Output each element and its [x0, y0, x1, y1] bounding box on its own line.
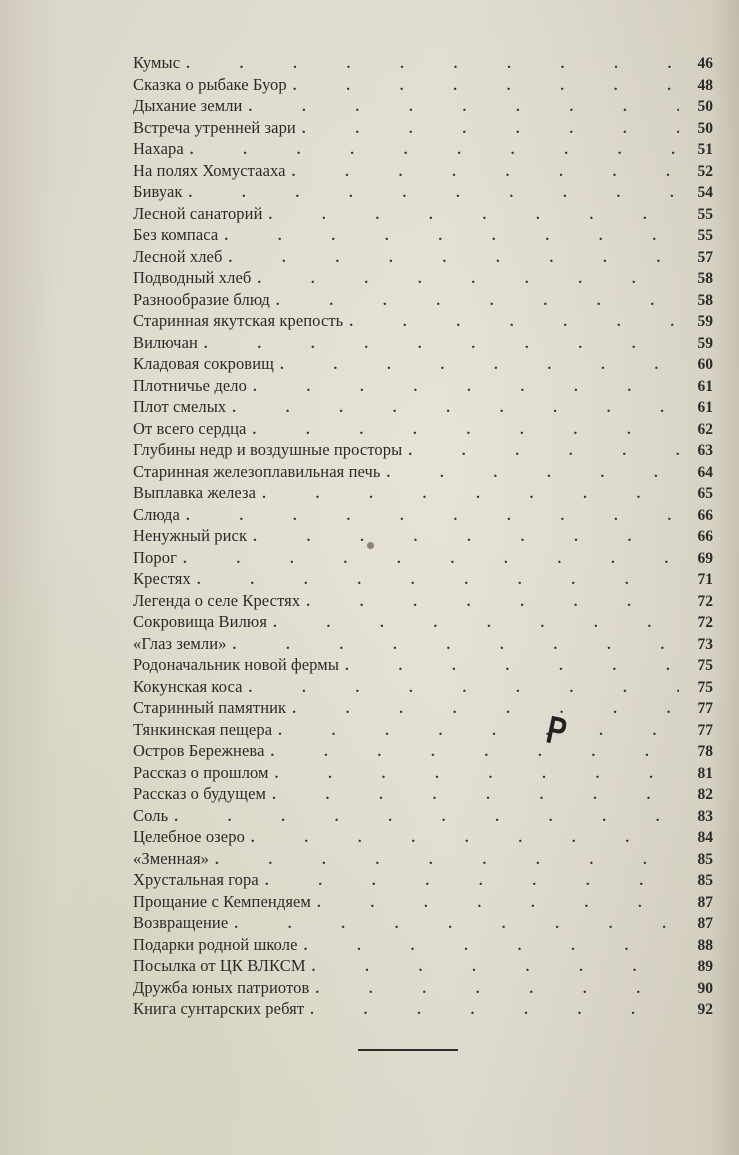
closing-rule: [358, 1049, 458, 1051]
toc-entry-title: Соль: [133, 805, 169, 825]
toc-entry: [133, 439, 713, 461]
dot-leader: [312, 957, 679, 979]
toc-entry-page-number: 50: [697, 119, 713, 137]
toc-entry-page-number: 72: [697, 614, 713, 631]
toc-entry-title: Кокунская коса: [133, 676, 243, 696]
toc-entry: [133, 697, 713, 719]
toc-entry-title: Встреча утренней зари: [133, 117, 296, 137]
dot-leader: [292, 699, 679, 721]
toc-entry-title: Подарки родной школе: [133, 934, 298, 954]
toc-entry: [133, 117, 713, 139]
dot-leader: [224, 226, 679, 248]
dot-leader: [271, 742, 680, 764]
toc-entry-title: Легенда о селе Крестях: [133, 590, 301, 610]
toc-entry: [133, 676, 713, 698]
toc-entry-page-number: 62: [697, 420, 713, 438]
toc-entry: [133, 289, 713, 311]
dot-leader: [276, 291, 679, 313]
toc-entry: [133, 267, 713, 289]
toc-entry-title: Прощание с Кемпендяем: [133, 891, 311, 911]
toc-entry-title: Старинная якутская крепость: [133, 311, 344, 330]
toc-entry-page-number: 90: [697, 979, 713, 997]
dot-leader: [253, 527, 679, 549]
toc-entry-title: Сказка о рыбаке Буор: [133, 74, 287, 94]
toc-entry-title: Возвращение: [133, 913, 229, 932]
toc-entry-title: Книга сунтарских ребят: [133, 999, 305, 1018]
toc-entry-title: Лесной санаторий: [133, 203, 263, 223]
toc-entry-title: Старинная железоплавильная печь: [133, 461, 381, 481]
toc-entry-page-number: 87: [697, 915, 713, 932]
dot-leader: [189, 183, 679, 205]
toc-entry: [133, 998, 713, 1020]
dot-leader: [249, 678, 679, 700]
toc-entry: [133, 826, 713, 848]
toc-entry: [133, 848, 713, 870]
toc-entry-title: Плотничье дело: [133, 375, 247, 395]
dot-leader: [278, 721, 679, 743]
toc-entry-title: Дружба юных патриотов: [133, 977, 310, 997]
toc-entry-page-number: 55: [697, 227, 713, 244]
toc-entry-title: Рассказ о прошлом: [133, 762, 269, 782]
toc-entry: [133, 547, 713, 569]
toc-entry-title: На полях Хомустааха: [133, 160, 286, 180]
toc-entry: [133, 332, 713, 354]
toc-entry-page-number: 82: [697, 786, 713, 803]
dot-leader: [190, 140, 679, 162]
toc-entry-page-number: 58: [697, 270, 713, 287]
toc-entry-page-number: 85: [697, 872, 713, 889]
dot-leader: [197, 570, 679, 592]
toc-entry: [133, 977, 713, 999]
toc-entry: [133, 891, 713, 913]
toc-entry-title: «Глаз земли»: [133, 633, 227, 653]
toc-entry: [133, 504, 713, 526]
toc-entry-title: Разнообразие блюд: [133, 289, 270, 309]
toc-entry-page-number: 52: [697, 162, 713, 180]
toc-entry: [133, 482, 713, 504]
toc-entry-page-number: 81: [697, 764, 713, 782]
dot-leader: [252, 420, 679, 442]
toc-entry-page-number: 66: [697, 506, 713, 524]
toc-entry-title: Родоначальник новой фермы: [133, 655, 340, 674]
toc-entry-title: Глубины недр и воздушные просторы: [133, 440, 403, 459]
toc-entry-title: Вилючан: [133, 332, 198, 352]
toc-entry-title: Подводный хлеб: [133, 268, 252, 287]
toc-entry-page-number: 46: [697, 55, 713, 72]
toc-entry-title: Посылка от ЦК ВЛКСМ: [133, 956, 306, 975]
toc-entry: [133, 633, 713, 655]
toc-entry-page-number: 50: [697, 98, 713, 115]
toc-entry-title: Нахара: [133, 139, 184, 158]
dot-leader: [317, 893, 679, 915]
dot-leader: [248, 97, 679, 119]
toc-entry: [133, 95, 713, 117]
toc-entry-title: От всего сердца: [133, 418, 247, 438]
toc-entry-page-number: 63: [697, 442, 713, 459]
toc-entry: [133, 203, 713, 225]
toc-entry-page-number: 92: [697, 1001, 713, 1018]
toc-entry-page-number: 89: [697, 958, 713, 975]
toc-entry: [133, 912, 713, 934]
toc-entry-title: Хрустальная гора: [133, 870, 259, 889]
toc-entry-page-number: 60: [697, 356, 713, 373]
toc-entry-page-number: 73: [697, 635, 713, 653]
dot-leader: [280, 355, 679, 377]
toc-entry-title: Слюда: [133, 504, 180, 524]
dot-leader: [273, 613, 679, 635]
toc-entry: [133, 310, 713, 332]
toc-entry-page-number: 58: [697, 291, 713, 309]
toc-entry: [133, 224, 713, 246]
toc-entry: [133, 375, 713, 397]
dot-leader: [186, 54, 679, 76]
toc-entry-page-number: 75: [697, 678, 713, 696]
toc-entry-page-number: 77: [697, 721, 713, 739]
toc-entry: [133, 461, 713, 483]
toc-entry: [133, 74, 713, 96]
toc-entry-title: Тянкинская пещера: [133, 719, 273, 739]
toc-entry-title: Крестях: [133, 569, 191, 588]
table-of-contents: [133, 52, 713, 1020]
dot-leader: [174, 807, 679, 829]
dot-leader: [387, 463, 679, 485]
toc-entry-title: Кумыс: [133, 53, 181, 72]
dot-leader: [302, 119, 679, 141]
toc-entry-page-number: 85: [697, 850, 713, 868]
toc-entry-title: Лесной хлеб: [133, 246, 223, 266]
toc-entry-title: Плот смелых: [133, 397, 227, 416]
toc-entry-page-number: 61: [697, 399, 713, 416]
dot-leader: [275, 764, 679, 786]
toc-entry-title: Бивуак: [133, 182, 183, 201]
toc-entry-title: Рассказ о будущем: [133, 784, 267, 803]
toc-entry-page-number: 72: [697, 592, 713, 610]
toc-entry: [133, 719, 713, 741]
toc-entry-title: Ненужный риск: [133, 526, 248, 545]
dot-leader: [408, 441, 679, 463]
dot-leader: [253, 377, 679, 399]
toc-entry: [133, 353, 713, 375]
toc-entry: [133, 611, 713, 633]
toc-entry: [133, 955, 713, 977]
dot-leader: [265, 871, 679, 893]
dot-leader: [262, 484, 679, 506]
dot-leader: [292, 162, 679, 184]
toc-entry: [133, 762, 713, 784]
toc-entry-page-number: 59: [697, 334, 713, 352]
dot-leader: [251, 828, 679, 850]
toc-entry: [133, 525, 713, 547]
dot-leader: [272, 785, 679, 807]
toc-entry: [133, 805, 713, 827]
dot-leader: [349, 312, 679, 334]
toc-entry: [133, 590, 713, 612]
dot-leader: [232, 398, 679, 420]
dot-leader: [204, 334, 679, 356]
toc-entry-title: Дыхание земли: [133, 96, 243, 115]
toc-entry-title: Сокровища Вилюя: [133, 612, 268, 631]
toc-entry-title: Без компаса: [133, 225, 219, 244]
toc-entry: [133, 934, 713, 956]
toc-entry-page-number: 83: [697, 807, 713, 825]
dot-leader: [186, 506, 679, 528]
dot-leader: [215, 850, 679, 872]
toc-entry-page-number: 84: [697, 829, 713, 846]
toc-entry-page-number: 59: [697, 313, 713, 330]
ink-blot: [367, 542, 374, 549]
toc-entry: [133, 783, 713, 805]
toc-entry-page-number: 78: [697, 743, 713, 760]
toc-entry-title: «Зменная»: [133, 848, 210, 868]
toc-entry: [133, 181, 713, 203]
dot-leader: [234, 914, 679, 936]
toc-entry: [133, 160, 713, 182]
toc-entry-title: Выплавка железа: [133, 483, 257, 502]
toc-entry-page-number: 57: [697, 248, 713, 266]
dot-leader: [269, 205, 680, 227]
dot-leader: [304, 936, 679, 958]
dot-leader: [233, 635, 679, 657]
dot-leader: [183, 549, 679, 571]
toc-entry: [133, 396, 713, 418]
toc-entry-page-number: 55: [697, 205, 713, 223]
toc-entry: [133, 246, 713, 268]
toc-entry: [133, 418, 713, 440]
toc-entry-title: Остров Бережнева: [133, 741, 265, 760]
dot-leader: [310, 1000, 679, 1022]
dot-leader: [315, 979, 679, 1001]
dot-leader: [293, 76, 679, 98]
toc-entry-page-number: 51: [697, 141, 713, 158]
toc-entry-page-number: 69: [697, 549, 713, 567]
toc-entry-title: Целебное озеро: [133, 827, 245, 846]
toc-entry: [133, 654, 713, 676]
toc-entry: [133, 568, 713, 590]
toc-entry-page-number: 71: [697, 571, 713, 588]
toc-entry-page-number: 77: [697, 700, 713, 717]
toc-entry-page-number: 87: [697, 893, 713, 911]
dot-leader: [345, 656, 679, 678]
toc-entry-page-number: 65: [697, 485, 713, 502]
dot-leader: [306, 592, 679, 614]
toc-entry-page-number: 48: [697, 76, 713, 94]
toc-entry-page-number: 88: [697, 936, 713, 954]
toc-entry: [133, 740, 713, 762]
toc-entry-title: Кладовая сокровищ: [133, 354, 274, 373]
toc-entry-page-number: 64: [697, 463, 713, 481]
toc-entry-title: Порог: [133, 547, 177, 567]
toc-entry: [133, 138, 713, 160]
dot-leader: [257, 269, 679, 291]
toc-entry-title: Старинный памятник: [133, 698, 287, 717]
toc-entry-page-number: 54: [697, 184, 713, 201]
toc-entry-page-number: 75: [697, 657, 713, 674]
dot-leader: [228, 248, 679, 270]
toc-entry-page-number: 66: [697, 528, 713, 545]
toc-entry-page-number: 61: [697, 377, 713, 395]
toc-entry: [133, 869, 713, 891]
toc-entry: [133, 52, 713, 74]
